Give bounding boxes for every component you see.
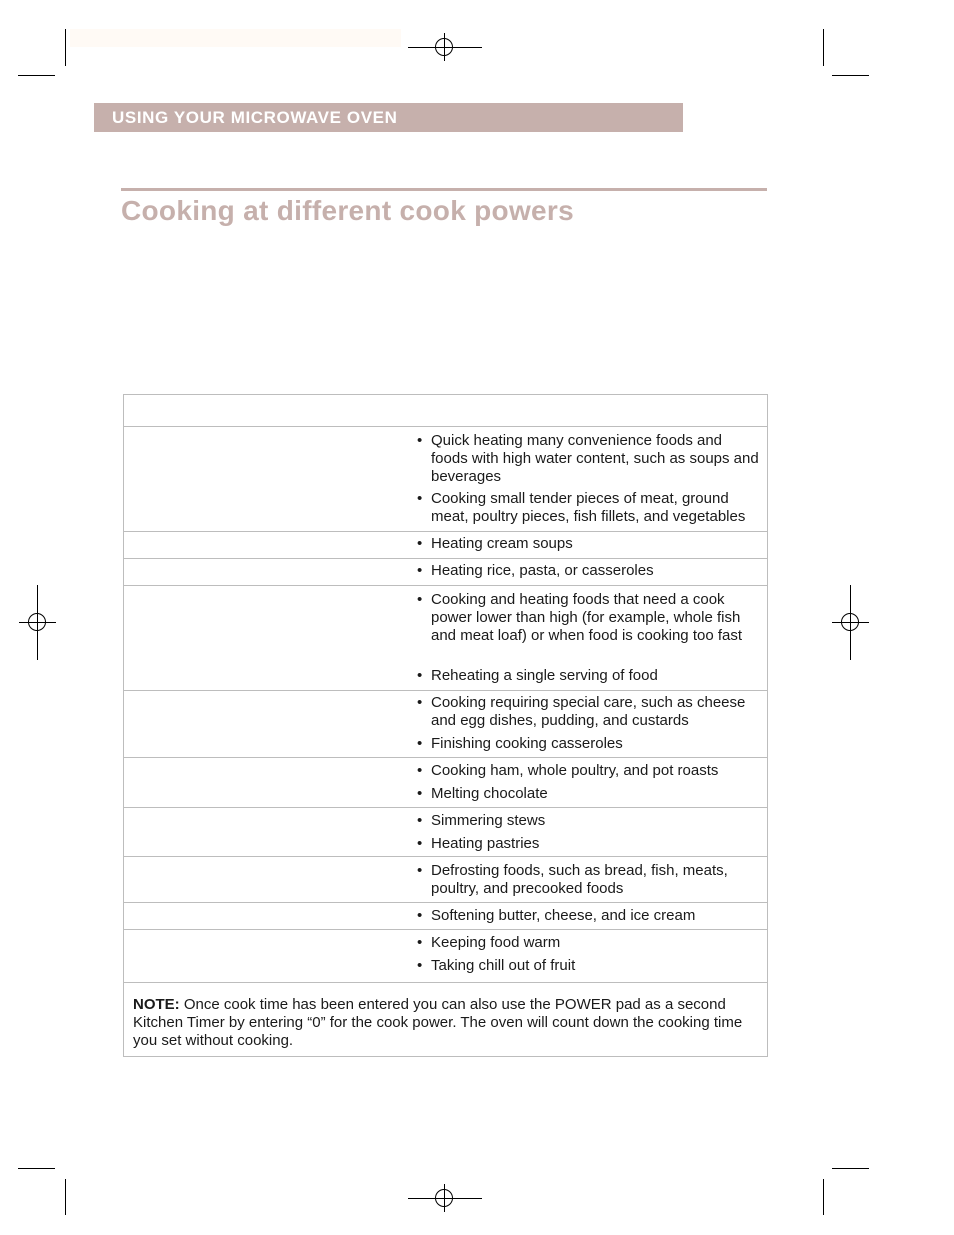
bullet: •: [417, 490, 423, 507]
table-divider: [124, 690, 767, 691]
list-item: • Cooking and heating foods that need a cook power lower than high (for example, whole fish and meat loaf) or when food is cooking too fast: [417, 591, 743, 644]
table-divider: [124, 856, 767, 857]
bullet: •: [417, 735, 423, 752]
bullet: •: [417, 907, 423, 924]
page-title: Cooking at different cook powers: [121, 195, 574, 226]
faint-header-strip: [70, 29, 401, 47]
title-rule: [121, 188, 767, 191]
note-text: Once cook time has been entered you can also use the POWER pad as a second Kitchen Timer by entering “0” for the cook power. The oven will count down the cooking time you set without cooking.: [133, 996, 743, 1049]
section-header-bar: [94, 103, 683, 132]
list-item: • Quick heating many convenience foods and foods with high water content, such as soups and beverages: [417, 432, 759, 485]
note: [133, 996, 761, 1050]
bullet: •: [417, 667, 423, 684]
table-divider: [124, 807, 767, 808]
note-label: NOTE:: [133, 996, 180, 1013]
table-divider: [124, 531, 767, 532]
cook-power-table: • Quick heating many convenience foods and foods with high water content, such as soups and beverages • Cooking small tender pieces of meat, ground meat, poultry pieces, fish fillets, and vegetables • Heating cream soups • Heating rice, pasta, or casseroles • Cooking and heating foods that need a cook power lower than high (for example, whole fish and meat loaf) or when food is cooking too fast • Reheating a single serving of food • Cooking requiring special care, such as cheese and egg dishes, pudding, and custards • Finishing cooking casseroles • Cooking ham, whole poultry, and pot roasts • Melting chocolate • Simmering stews • Heating pastries • Defrosting foods, such as bread, fish, meats, poultry, and precooked foods • Softening butter, cheese, and ice cream • Keeping food warm • Taking chill out of fruit NOTE: Once cook time has been entered you can also use the POWER pad as a second Kitchen Timer by entering “0” for the cook power. The oven will count down the cooking time you set without cooking.: [123, 394, 768, 1057]
bullet: •: [417, 535, 423, 552]
bullet: •: [417, 934, 423, 951]
section-header: USING YOUR MICROWAVE OVEN: [112, 108, 398, 127]
list-item: • Cooking small tender pieces of meat, ground meat, poultry pieces, fish fillets, and vegetables: [417, 490, 746, 525]
table-divider: [124, 558, 767, 559]
table-divider: [124, 982, 767, 983]
bullet: •: [417, 762, 423, 779]
table-divider: [124, 757, 767, 758]
table-divider: [124, 426, 767, 427]
bullet: •: [417, 432, 423, 449]
bullet: •: [417, 812, 423, 829]
bullet: •: [417, 862, 423, 879]
bullet: •: [417, 562, 423, 579]
table-divider: [124, 929, 767, 930]
table-divider: [124, 585, 767, 586]
table-divider: [124, 902, 767, 903]
bullet: •: [417, 835, 423, 852]
bullet: •: [417, 694, 423, 711]
list-item: • Cooking requiring special care, such as cheese and egg dishes, pudding, and custards: [417, 694, 746, 729]
bullet: •: [417, 591, 423, 608]
list-item: • Defrosting foods, such as bread, fish, meats, poultry, and precooked foods: [417, 862, 728, 897]
bullet: •: [417, 785, 423, 802]
bullet: •: [417, 957, 423, 974]
